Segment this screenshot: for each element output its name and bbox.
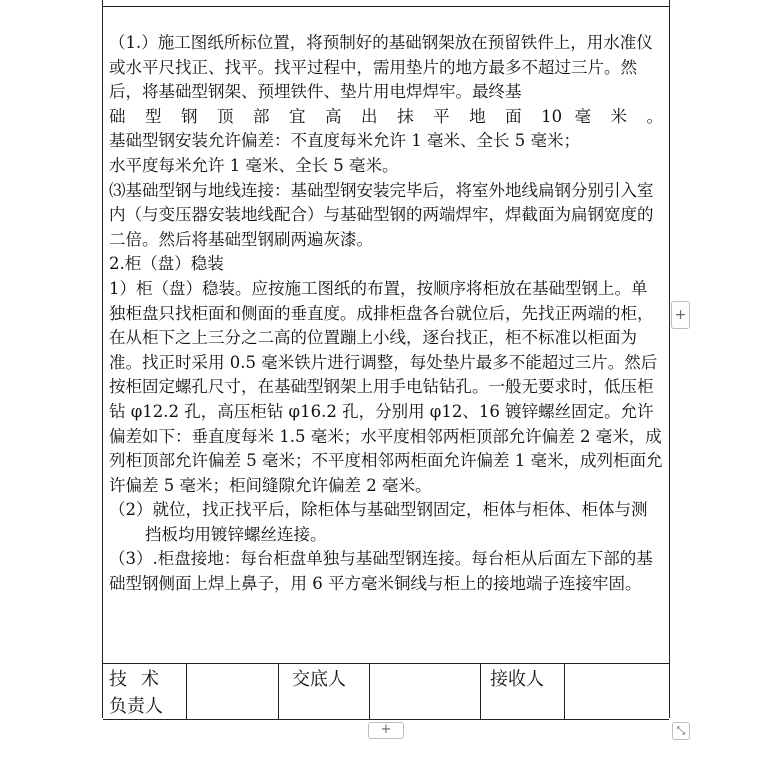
signature-row: [103, 663, 669, 720]
content-cell[interactable]: [109, 31, 663, 597]
add-row-button[interactable]: +: [368, 722, 404, 739]
receiver-label: 接收人: [490, 669, 544, 690]
paragraph-positioning: （2）就位，找正找平后，除柜体与基础型钢固定，柜体与柜体、柜体与测挡板均用镀锌螺丝连接。: [109, 500, 648, 544]
tech-lead-label: [109, 666, 179, 720]
handover-label: 交底人: [292, 669, 346, 690]
receiver-signature-cell[interactable]: [565, 664, 669, 719]
technical-disclosure-table: [102, 0, 670, 718]
paragraph-cabinet-grounding: （3）.柜盘接地：每台柜盘单独与基础型钢连接。每台柜从后面左下部的基础型钢侧面上焊上鼻子，用 6 平方毫米铜线与柜上的接地端子连接牢固。: [109, 549, 653, 594]
tech-lead-label-line1: 技术: [109, 669, 173, 690]
section-heading-cabinet-install: 2.柜（盘）稳装: [109, 254, 224, 274]
paragraph-level-tolerance: 水平度每米允许 1 毫米、全长 5 毫米。: [109, 155, 399, 175]
paragraph-cabinet-install: 1）柜（盘）稳装。应按施工图纸的布置，按顺序将柜放在基础型钢上。单独柜盘只找柜面和侧面的垂直度。成排柜盘各台就位后，先找正两端的柜，在从柜下之上三分之二高的位置蹦上小线，逐台找正，柜不标准以柜面为准。找正时采用 0.5 毫米铁片进行调整，每处垫片最多不能超过三片。然后按柜固定螺孔尺寸，在基础型钢架上用手电钻钻孔。一般无要求时，低压柜钻 φ12.2 孔，高压柜钻 φ16.2 孔，分别用 φ12、16 镀锌螺丝固定。允许偏差如下：垂直度每米 1.5 毫米；水平度相邻两柜顶部允许偏差 2 毫米，成列柜顶部允许偏差 5 毫米；不平度相邻两柜面允许偏差 1 毫米，成列柜面允许偏差 5 毫米；柜间缝隙允许偏差 2 毫米。: [109, 278, 663, 495]
resize-table-icon[interactable]: ⤡: [672, 722, 690, 740]
paragraph-ground-connection: ⑶基础型钢与地线连接：基础型钢安装完毕后，将室外地线扁钢分别引入室内（与变压器安装地线配合）与基础型钢的两端焊牢，焊截面为扁钢宽度的二倍。然后将基础型钢刷两遍灰漆。: [109, 180, 654, 249]
add-column-button[interactable]: +: [671, 301, 690, 329]
tech-lead-label-line2: 负责人: [109, 696, 163, 717]
column-divider: [278, 664, 279, 719]
paragraph-height-requirement: 础 型 钢 顶 部 宜 高 出 抹 平 地 面 10 毫 米 。: [109, 106, 663, 126]
table-top-border: [103, 6, 669, 7]
handover-signature-cell[interactable]: [370, 664, 479, 719]
tech-lead-signature-cell[interactable]: [187, 664, 277, 719]
column-divider: [480, 664, 481, 719]
paragraph-straightness-tolerance: 基础型钢安装允许偏差：不直度每米允许 1 毫米、全长 5 毫米；: [109, 131, 580, 151]
paragraph-base-steel-install: （1.）施工图纸所标位置，将预制好的基础钢架放在预留铁件上，用水准仪或水平尺找正、找平。找平过程中，需用垫片的地方最多不超过三片。然后，将基础型钢架、预埋铁件、垫片用电焊焊牢。最终基: [109, 33, 653, 102]
